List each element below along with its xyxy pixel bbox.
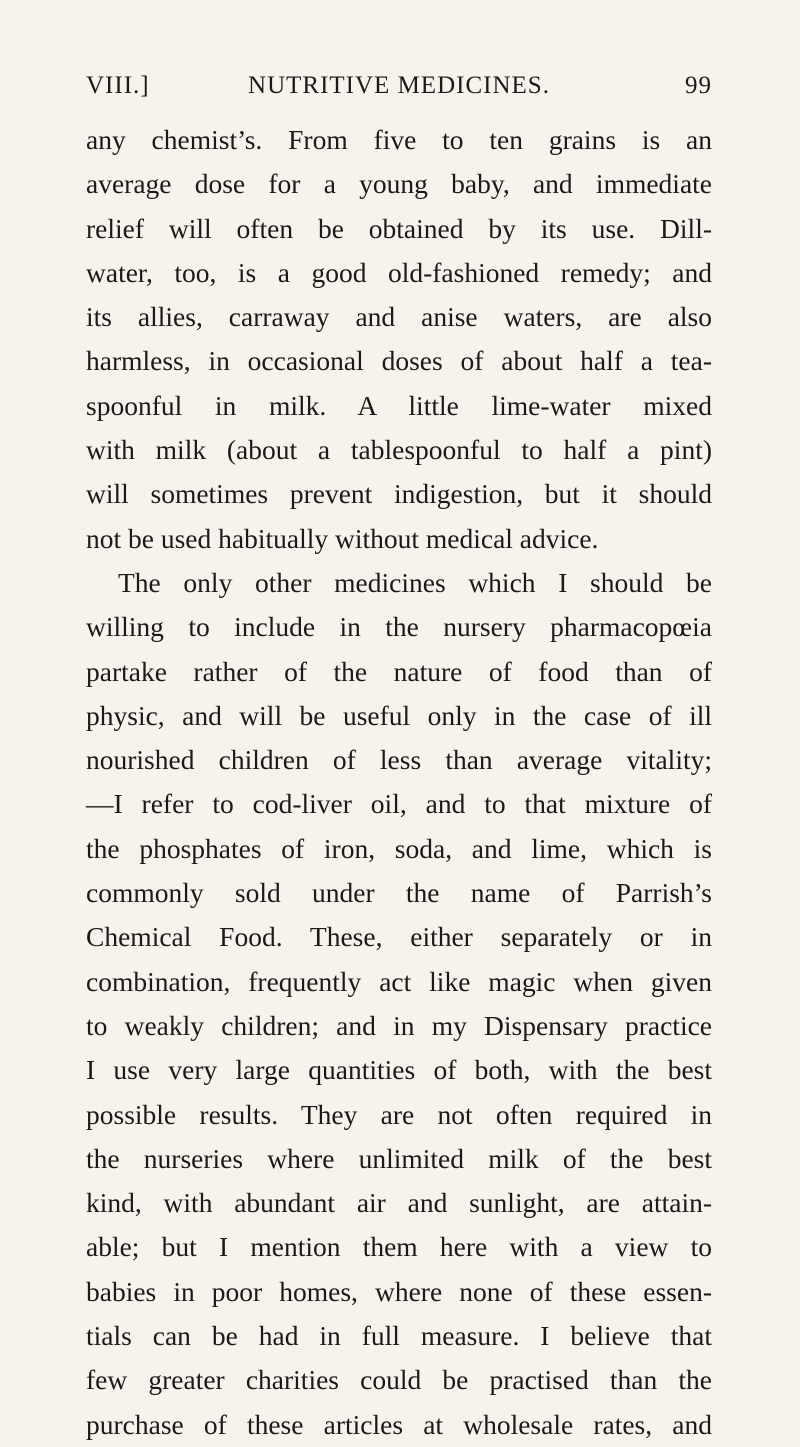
text-line: purchase of these articles at wholesale rates, and bbox=[86, 1408, 712, 1440]
text-line: nourished children of less than average vitality; bbox=[86, 744, 712, 776]
text-line: average dose for a young baby, and immediate bbox=[86, 168, 712, 200]
text-line: its allies, carraway and anise waters, are also bbox=[86, 301, 712, 333]
text-line: with milk (about a tablespoonful to half a pint) bbox=[86, 434, 712, 466]
text-line: willing to include in the nursery pharmacopœia bbox=[86, 611, 712, 643]
text-line: partake rather of the nature of food than of bbox=[86, 655, 712, 687]
chapter-title: NUTRITIVE MEDICINES. bbox=[248, 72, 550, 99]
text-line: commonly sold under the name of Parrish’s bbox=[86, 877, 712, 909]
text-line: harmless, in occasional doses of about half a tea- bbox=[86, 345, 712, 377]
text-line: I use very large quantities of both, with the best bbox=[86, 1054, 712, 1086]
text-line: able; but I mention them here with a view to bbox=[86, 1231, 712, 1263]
chapter-number: VIII.] bbox=[86, 72, 150, 99]
text-line: tials can be had in full measure. I believe that bbox=[86, 1320, 712, 1352]
text-line: babies in poor homes, where none of these essen- bbox=[86, 1275, 712, 1307]
text-line: possible results. They are not often required in bbox=[86, 1098, 712, 1130]
text-line: relief will often be obtained by its use. Dill- bbox=[86, 212, 712, 244]
running-head bbox=[86, 72, 712, 106]
text-line: the phosphates of iron, soda, and lime, which is bbox=[86, 832, 712, 864]
paragraph-first-line: The only other medicines which I should be bbox=[118, 566, 712, 598]
text-line: not be used habitually without medical advice. bbox=[86, 522, 599, 554]
text-line: few greater charities could be practised than the bbox=[86, 1364, 712, 1396]
body-text bbox=[86, 118, 712, 1447]
text-line: any chemist’s. From five to ten grains is an bbox=[86, 124, 712, 155]
text-line: Chemical Food. These, either separately or in bbox=[86, 921, 712, 953]
text-line: water, too, is a good old-fashioned remedy; and bbox=[86, 256, 712, 288]
text-line: will sometimes prevent indigestion, but it should bbox=[86, 478, 712, 510]
text-line: the nurseries where unlimited milk of the best bbox=[86, 1142, 712, 1174]
text-line: spoonful in milk. A little lime-water mixed bbox=[86, 389, 712, 421]
text-line: combination, frequently act like magic when given bbox=[86, 965, 712, 997]
text-line: kind, with abundant air and sunlight, are attain- bbox=[86, 1187, 712, 1219]
text-line: —I refer to cod-liver oil, and to that mixture of bbox=[86, 788, 712, 820]
text-line: physic, and will be useful only in the case of ill bbox=[86, 699, 712, 731]
text-line: to weakly children; and in my Dispensary practice bbox=[86, 1009, 712, 1041]
page-number: 99 bbox=[685, 72, 712, 99]
